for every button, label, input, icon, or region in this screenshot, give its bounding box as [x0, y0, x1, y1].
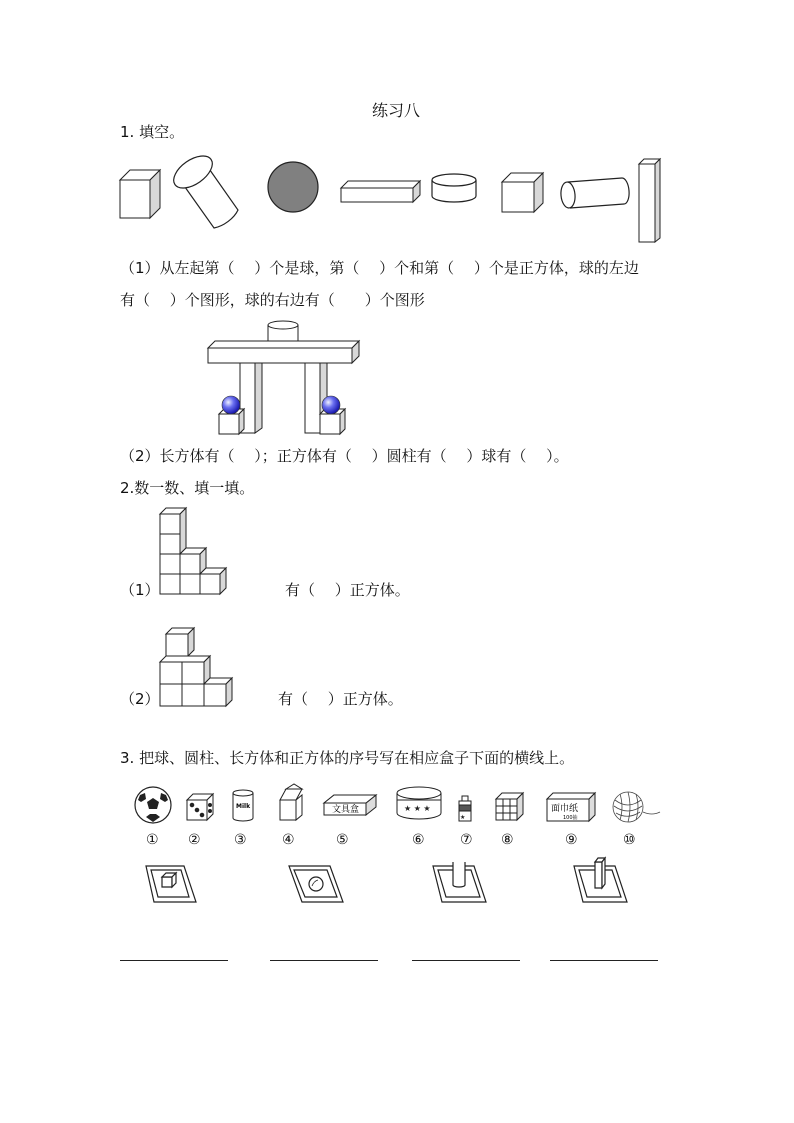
question-2-heading: 2.数一数、填一填。	[120, 479, 255, 497]
object-number: ⑩	[623, 832, 636, 848]
milk-label: Milk	[236, 803, 251, 810]
question-2-item2-label: （2）	[120, 690, 160, 708]
answer-line-cube[interactable]	[120, 960, 228, 961]
svg-text:★: ★	[460, 814, 466, 821]
object-number: ⑨	[565, 832, 578, 848]
question-2-item1-label: （1）	[120, 581, 160, 599]
page-title: 练习八	[372, 101, 421, 120]
stationery-label: 文具盒	[332, 805, 360, 815]
question-3-heading: 3. 把球、圆柱、长方体和正方体的序号写在相应盒子下面的横线上。	[120, 749, 575, 767]
svg-text:★ ★ ★: ★ ★ ★	[404, 804, 431, 813]
sphere-tray-icon	[289, 866, 343, 902]
object-number: ⑧	[501, 832, 514, 848]
tissue-label: 面巾纸	[551, 804, 579, 814]
question-2-item2-text: 有（ ）正方体。	[278, 690, 403, 708]
cuboid-tray-icon	[574, 858, 627, 902]
object-number: ①	[146, 832, 159, 848]
question-1-heading: 1. 填空。	[120, 123, 185, 141]
question-2-item1-text: 有（ ）正方体。	[285, 581, 410, 599]
answer-line-cylinder[interactable]	[412, 960, 520, 961]
question-1-part2: （2）长方体有（ ）；正方体有（ ）圆柱有（ ）球有（ ）。	[120, 447, 569, 465]
object-number: ④	[282, 832, 295, 848]
object-number: ②	[188, 832, 201, 848]
question-1-part1-line2: 有（ ）个图形，球的右边有（ ）个图形	[120, 291, 425, 309]
cube-tray-icon	[146, 866, 196, 902]
answer-line-cuboid[interactable]	[550, 960, 658, 961]
question-1-part1-line1: （1）从左起第（ ）个是球，第（ ）个和第（ ）个是正方体，球的左边	[120, 259, 639, 277]
tissue-sub-label: 100抽	[563, 815, 578, 821]
object-number: ⑦	[460, 832, 473, 848]
object-number: ⑤	[336, 832, 349, 848]
cylinder-tray-icon	[433, 862, 486, 902]
object-number: ③	[234, 832, 247, 848]
object-number: ⑥	[412, 832, 425, 848]
answer-line-sphere[interactable]	[270, 960, 378, 961]
